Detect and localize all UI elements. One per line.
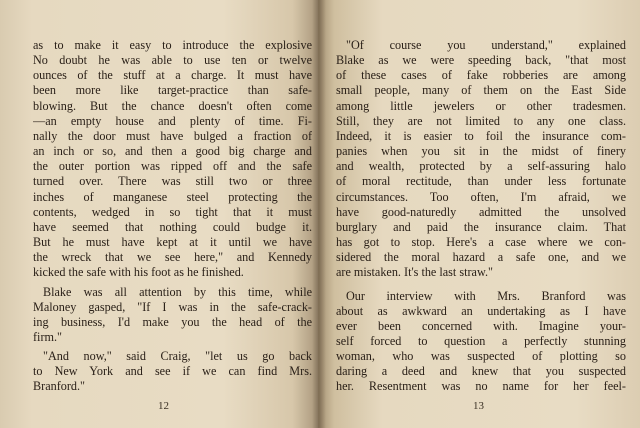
text-line: Indeed, it is easier to foil the insurance com- <box>336 128 626 143</box>
text-line: No doubt he was able to use ten or twelve <box>33 53 312 68</box>
text-line: of these cases of fake robberies are among <box>336 68 626 83</box>
right-page <box>318 0 640 428</box>
text-line: firm." <box>33 329 63 344</box>
text-line: ever been concerned with. Imagine your- <box>336 318 626 333</box>
text-line: as to make it easy to introduce the explosive <box>33 38 312 52</box>
text-line: Maloney gasped, "If I was in the safe-crack- <box>33 299 312 314</box>
text-line: panies when you sit in the midst of finery <box>336 144 626 159</box>
text-line: her. Resentment was no name for her feel- <box>336 379 626 394</box>
text-line: nally the door must have bulged a fraction of <box>33 128 312 143</box>
text-line: "Of course you understand," explained <box>346 38 626 52</box>
text-line: contents, wedged in so tight that it must <box>33 204 312 219</box>
text-line: kicked the safe with his foot as he finished. <box>33 265 244 280</box>
text-line: about as awkward an undertaking as I have <box>336 303 626 318</box>
left-page <box>0 0 318 428</box>
text-line: the wreck that we see here," and Kennedy <box>33 250 312 265</box>
text-line: But he must have kept at it until we have <box>33 235 312 250</box>
text-line: Our interview with Mrs. Branford was <box>346 288 626 303</box>
text-line: have good-naturedly admitted the unsolved <box>336 204 626 219</box>
text-line: among little jewelers or other tradesmen. <box>336 98 626 113</box>
text-line: have seemed that nothing could budge it. <box>33 219 312 234</box>
text-line: Blake was all attention by this time, while <box>43 284 312 299</box>
text-line: —an empty house and plenty of time. Fi- <box>33 113 312 128</box>
left-page-text <box>33 38 312 395</box>
text-line: "And now," said Craig, "let us go back <box>43 349 312 364</box>
text-line: blowing. But the chance doesn't often come <box>33 98 312 113</box>
text-line: woman, who was suspected of plotting so <box>336 349 626 364</box>
text-line: Branford." <box>33 379 86 394</box>
text-line: Still, they are not limited to any one class. <box>336 113 626 128</box>
right-page-text <box>336 38 626 395</box>
text-line: inches of manganese steel protecting the <box>33 189 312 204</box>
page-number: 13 <box>473 400 484 412</box>
text-line: are mistaken. It's the last straw." <box>336 265 493 280</box>
page-number: 12 <box>158 400 169 412</box>
text-line: and wealth, protected by a self-assuring halo <box>336 159 626 174</box>
text-line: self forced to question a perfectly stunning <box>336 333 626 348</box>
text-line: Blake as we were speeding back, "that most <box>336 53 626 68</box>
text-line: has got to stop. Here's a case where we con- <box>336 235 626 250</box>
text-line: ounces of the stuff at a charge. It must have <box>33 68 312 83</box>
text-line: daring a deed and knew that you suspected <box>336 364 626 379</box>
text-line: the outer portion was ripped off and the safe <box>33 159 312 174</box>
text-line: to New York and see if we can find Mrs. <box>33 364 312 379</box>
text-line: an inch or so, and then a good big charge and <box>33 144 312 159</box>
text-line: turned over. There was still two or three <box>33 174 312 189</box>
text-line: of moral rectitude, than under less fortunate <box>336 174 626 189</box>
text-line: small people, many of them on the East Side <box>336 83 626 98</box>
text-line: sidered the moral hazard a safe one, and we <box>336 250 626 265</box>
text-line: circumstances. Too often, I'm afraid, we <box>336 189 626 204</box>
text-line: ing business, I'd make you the head of the <box>33 314 312 329</box>
text-line: been more like target-practice than safe- <box>33 83 312 98</box>
text-line: burglary and paid the insurance claim. That <box>336 219 626 234</box>
